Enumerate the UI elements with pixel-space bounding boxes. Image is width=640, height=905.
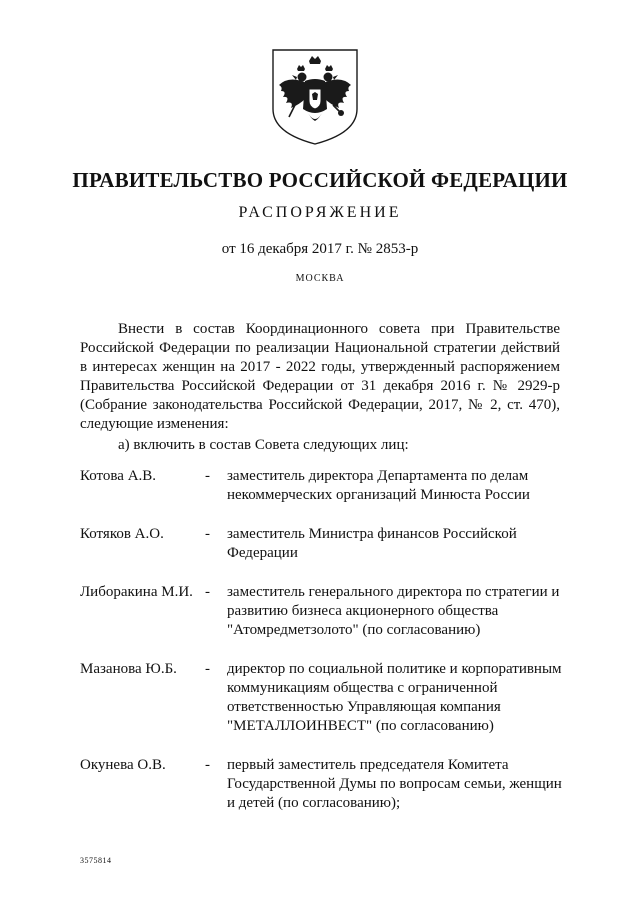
- list-item: [80, 583, 570, 640]
- member-dash: -: [205, 757, 210, 773]
- double-headed-eagle-icon: [269, 47, 361, 147]
- member-dash: -: [205, 584, 210, 600]
- document-date-number: от 16 декабря 2017 г. № 2853-р: [221, 241, 419, 257]
- member-name: Котяков А.О.: [80, 526, 164, 542]
- list-item: [80, 660, 570, 736]
- member-role: директор по социальной политике и корпоративным коммуникациям общества с ограниченной ответственностью Управляющая компания "МЕТАЛЛОИНВЕСТ" (по согласованию): [227, 661, 562, 734]
- member-name: Либоракина М.И.: [80, 584, 193, 600]
- member-name: Мазанова Ю.Б.: [80, 661, 177, 677]
- member-role: заместитель генерального директора по стратегии и развитию бизнеса акционерного общества "Атомредметзолото" (по согласованию): [227, 584, 560, 638]
- list-item: [80, 525, 570, 563]
- member-role: заместитель директора Департамента по делам некоммерческих организаций Минюста России: [227, 468, 530, 503]
- document-code: 3575814: [80, 856, 112, 865]
- document-type: РАСПОРЯЖЕНИЕ: [238, 204, 402, 221]
- state-emblem-icon: [269, 47, 361, 147]
- members-list: [80, 467, 570, 813]
- intro-paragraph: Внести в состав Координационного совета при Правительстве Российской Федерации по реализации Национальной стратегии действий в интересах женщин на 2017 - 2022 годы, утвержденный распоряжением Правительства Российской Федерации от 31 декабря 2016 г. № 2929-р (Собрание законодательства Российской Федерации, 2017, № 2, ст. 470), следующие изменения:: [80, 321, 560, 432]
- member-role: заместитель Министра финансов Российской Федерации: [227, 526, 517, 561]
- government-title: ПРАВИТЕЛЬСТВО РОССИЙСКОЙ ФЕДЕРАЦИИ: [72, 168, 568, 192]
- clause-a: а) включить в состав Совета следующих лиц:: [118, 437, 409, 453]
- member-name: Окунева О.В.: [80, 757, 166, 773]
- member-dash: -: [205, 526, 210, 542]
- list-item: [80, 756, 570, 813]
- member-dash: -: [205, 661, 210, 677]
- member-role: первый заместитель председателя Комитета Государственной Думы по вопросам семьи, женщин и детей (по согласованию);: [227, 757, 562, 811]
- document-city: МОСКВА: [295, 273, 345, 284]
- member-dash: -: [205, 468, 210, 484]
- member-name: Котова А.В.: [80, 468, 157, 484]
- list-item: [80, 467, 570, 505]
